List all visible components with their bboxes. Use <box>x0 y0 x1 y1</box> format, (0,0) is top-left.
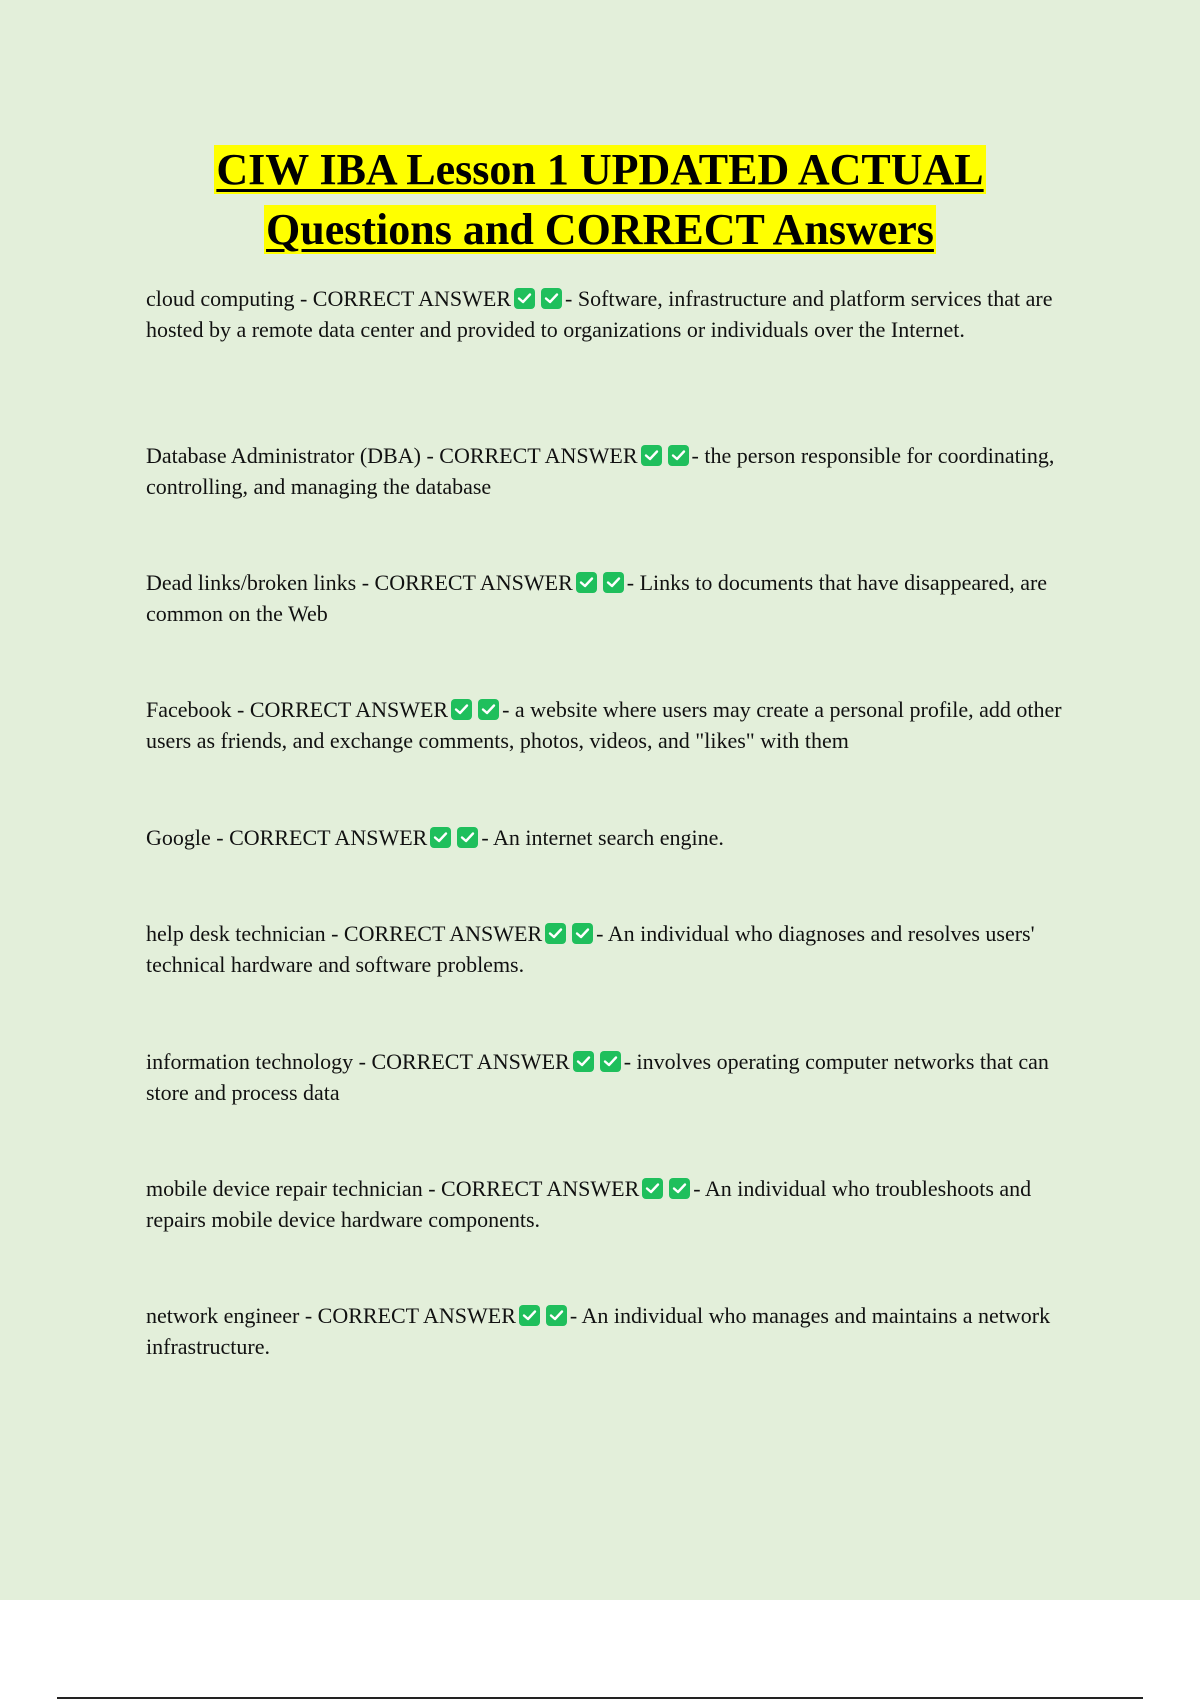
entry-term: cloud computing <box>146 286 295 311</box>
qa-entry <box>146 1173 1096 1235</box>
check-box-icon <box>519 1305 540 1326</box>
qa-entry <box>146 822 1096 853</box>
entry-term: information technology <box>146 1049 354 1074</box>
check-box-icon <box>573 1051 594 1072</box>
check-box-icon <box>603 572 624 593</box>
entry-separator: - CORRECT ANSWER <box>216 825 428 850</box>
entry-answer: - Software, infrastructure and platform services that are hosted by a remote data center and provided to organizations or individuals over the Internet. <box>146 286 1053 342</box>
entry-term: network engineer <box>146 1303 300 1328</box>
qa-entry <box>146 694 1096 756</box>
entry-separator: - CORRECT ANSWER <box>331 921 543 946</box>
check-box-icon <box>668 445 689 466</box>
qa-entry <box>146 1300 1096 1362</box>
qa-entry <box>146 1046 1096 1108</box>
entry-answer: - the person responsible for coordinating, controlling, and managing the database <box>146 443 1055 499</box>
qa-entry <box>146 283 1096 345</box>
entry-term: Dead links/broken links <box>146 570 357 595</box>
check-box-icon <box>451 699 472 720</box>
entry-answer: - Links to documents that have disappeared, are common on the Web <box>146 570 1048 626</box>
entry-answer: - An internet search engine. <box>481 825 724 850</box>
entry-separator: - CORRECT ANSWER <box>426 443 638 468</box>
qa-entry <box>146 440 1096 502</box>
entry-answer: - a website where users may create a personal profile, add other users as friends, and exchange comments, photos, videos, and "likes" with them <box>146 697 1062 753</box>
check-box-icon <box>457 827 478 848</box>
check-box-icon <box>669 1178 690 1199</box>
qa-entry <box>146 918 1096 980</box>
check-box-icon <box>642 1178 663 1199</box>
entry-separator: - CORRECT ANSWER <box>361 570 573 595</box>
check-box-icon <box>572 923 593 944</box>
check-box-icon <box>541 288 562 309</box>
check-box-icon <box>546 1305 567 1326</box>
title-line-2: Questions and CORRECT Answers <box>266 205 934 254</box>
page-title <box>0 140 1200 260</box>
check-box-icon <box>576 572 597 593</box>
entry-term: mobile device repair technician <box>146 1176 423 1201</box>
entry-separator: - CORRECT ANSWER <box>237 697 449 722</box>
check-box-icon <box>641 445 662 466</box>
check-box-icon <box>430 827 451 848</box>
entry-separator: - CORRECT ANSWER <box>304 1303 516 1328</box>
entry-answer: - An individual who manages and maintains a network infrastructure. <box>146 1303 1051 1359</box>
check-box-icon <box>514 288 535 309</box>
check-box-icon <box>478 699 499 720</box>
entry-term: Google <box>146 825 211 850</box>
entry-answer: - An individual who diagnoses and resolves users' technical hardware and software problems. <box>146 921 1035 977</box>
footer-divider <box>57 1697 1143 1699</box>
entry-term: help desk technician <box>146 921 326 946</box>
entry-term: Facebook <box>146 697 232 722</box>
entry-answer: - An individual who troubleshoots and repairs mobile device hardware components. <box>146 1176 1032 1232</box>
entry-separator: - CORRECT ANSWER <box>299 286 512 311</box>
title-line-1: CIW IBA Lesson 1 UPDATED ACTUAL <box>216 145 984 194</box>
entry-term: Database Administrator (DBA) <box>146 443 421 468</box>
entry-separator: - CORRECT ANSWER <box>428 1176 640 1201</box>
entry-answer: - involves operating computer networks that can store and process data <box>146 1049 1049 1105</box>
qa-entry <box>146 567 1096 629</box>
check-box-icon <box>545 923 566 944</box>
check-box-icon <box>600 1051 621 1072</box>
entry-separator: - CORRECT ANSWER <box>358 1049 570 1074</box>
